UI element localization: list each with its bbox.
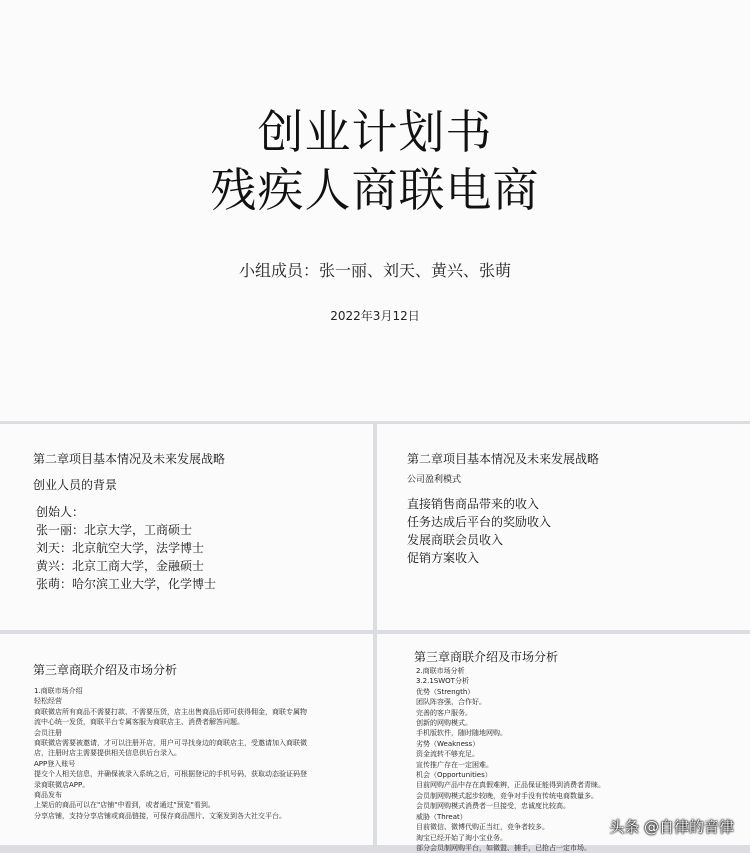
list-item: 商品发布 [34, 791, 62, 800]
list-item: 任务达成后平台的奖励收入 [407, 515, 552, 529]
list-item: 直接销售商品带来的收入 [407, 497, 540, 511]
list-item: 劣势（Weakness） [416, 739, 480, 748]
list-item: 上架后的商品可以在"店铺"中看到，或者通过"预览"看到。 [34, 801, 215, 810]
list-item: APP登入账号 [34, 759, 76, 768]
list-item: 张一丽：北京大学，工商硕士 [36, 523, 193, 537]
list-item: 目前微信、微博代购正当红，竞争者较多。 [416, 823, 549, 832]
slide-founders [0, 424, 373, 630]
list-item: 创新的网购模式。 [416, 719, 472, 728]
slide-heading: 第二章项目基本情况及未来发展战略 [407, 452, 600, 466]
list-item: 录商联微店APP。 [34, 780, 90, 789]
list-item: 发展商联会员收入 [407, 533, 504, 547]
cover-slide [0, 0, 750, 421]
list-item: 手机版软件，随时随地网购。 [416, 729, 507, 738]
list-item: 2.商联市场分析 [416, 667, 465, 675]
list-item: 张萌：哈尔滨工业大学，化学博士 [36, 577, 217, 591]
list-item: 会员制网购模式起步较晚，竞争对手没有传统电商数量多。 [416, 791, 598, 800]
list-item: 流中心统一发货，商联平台专属客服为商联店主、消费者解答问题。 [34, 718, 244, 727]
cover-date: 2022年3月12日 [330, 309, 420, 323]
list-item: 宣传推广存在一定困难。 [416, 760, 493, 769]
list-item: 刘天：北京航空大学，法学博士 [36, 541, 205, 555]
list-item: 会员制网购模式消费者一旦接受，忠诚度比较高。 [416, 802, 570, 811]
market-intro-list [34, 686, 364, 821]
slide-subtitle: 公司盈利模式 [407, 475, 462, 485]
slide-subtitle: 创业人员的背景 [33, 478, 118, 492]
founder-list [36, 503, 216, 593]
slide-profit-model [377, 424, 750, 630]
slide-heading: 第三章商联介绍及市场分析 [33, 663, 178, 677]
slide-heading: 第二章项目基本情况及未来发展战略 [33, 452, 226, 466]
list-item: 资金流转不够充足。 [416, 750, 479, 759]
slide-swot [377, 634, 750, 852]
list-item: 分享店铺，支持分享店铺或商品链接，可保存商品图片、文案发到各大社交平台。 [34, 811, 286, 820]
cover-members: 小组成员：张一丽、刘天、黄兴、张萌 [238, 261, 511, 280]
profit-list [407, 495, 551, 567]
list-item: 商联微店需要被邀请，才可以注册开店，用户可寻找身边的商联店主，受邀请加入商联微 [34, 739, 307, 748]
list-item: 商联微店所有商品不需要打款、不需要压货，店主出售商品后即可获得佣金，商联专属物 [34, 707, 307, 716]
swot-list [416, 666, 605, 853]
list-item: 提交个人相关信息，并确保被录入系统之后，可根据登记的手机号码，获取动态验证码登 [34, 770, 307, 779]
list-item: 优势（Strength） [416, 687, 475, 696]
list-item: 促销方案收入 [407, 551, 480, 565]
list-item: 团队阵容强，合作好。 [416, 698, 486, 707]
list-item: 部分会员制网购平台，如微盟、捕手，已抢占一定市场。 [416, 843, 591, 852]
list-item: 1.商联市场介绍 [34, 687, 83, 695]
list-item: 会员注册 [34, 728, 62, 737]
list-item: 创始人： [36, 505, 85, 519]
list-item: 完善的客户服务。 [416, 708, 472, 717]
list-item: 威胁（Threat） [416, 812, 467, 821]
cover-title-line2: 残疾人商联电商 [210, 163, 540, 217]
list-item: 轻松经营 [34, 697, 62, 706]
list-item: 黄兴：北京工商大学，金融硕士 [36, 559, 205, 573]
slide-heading: 第三章商联介绍及市场分析 [414, 650, 559, 664]
list-item: 目前网购产品中存在真假难辨，正品保证能得到消费者青睐。 [416, 781, 605, 790]
watermark: 头条 @自律的音律 [609, 818, 734, 836]
cover-title-line1: 创业计划书 [257, 105, 493, 159]
list-item: 3.2.1SWOT分析 [416, 677, 469, 686]
list-item: 店，注册时店主需要提供相关信息供后台录入。 [34, 749, 181, 758]
slide-market-intro [0, 634, 373, 845]
list-item: 淘宝已经开始了淘小宝业务。 [416, 833, 507, 842]
list-item: 机会（Opportunities） [416, 771, 492, 780]
